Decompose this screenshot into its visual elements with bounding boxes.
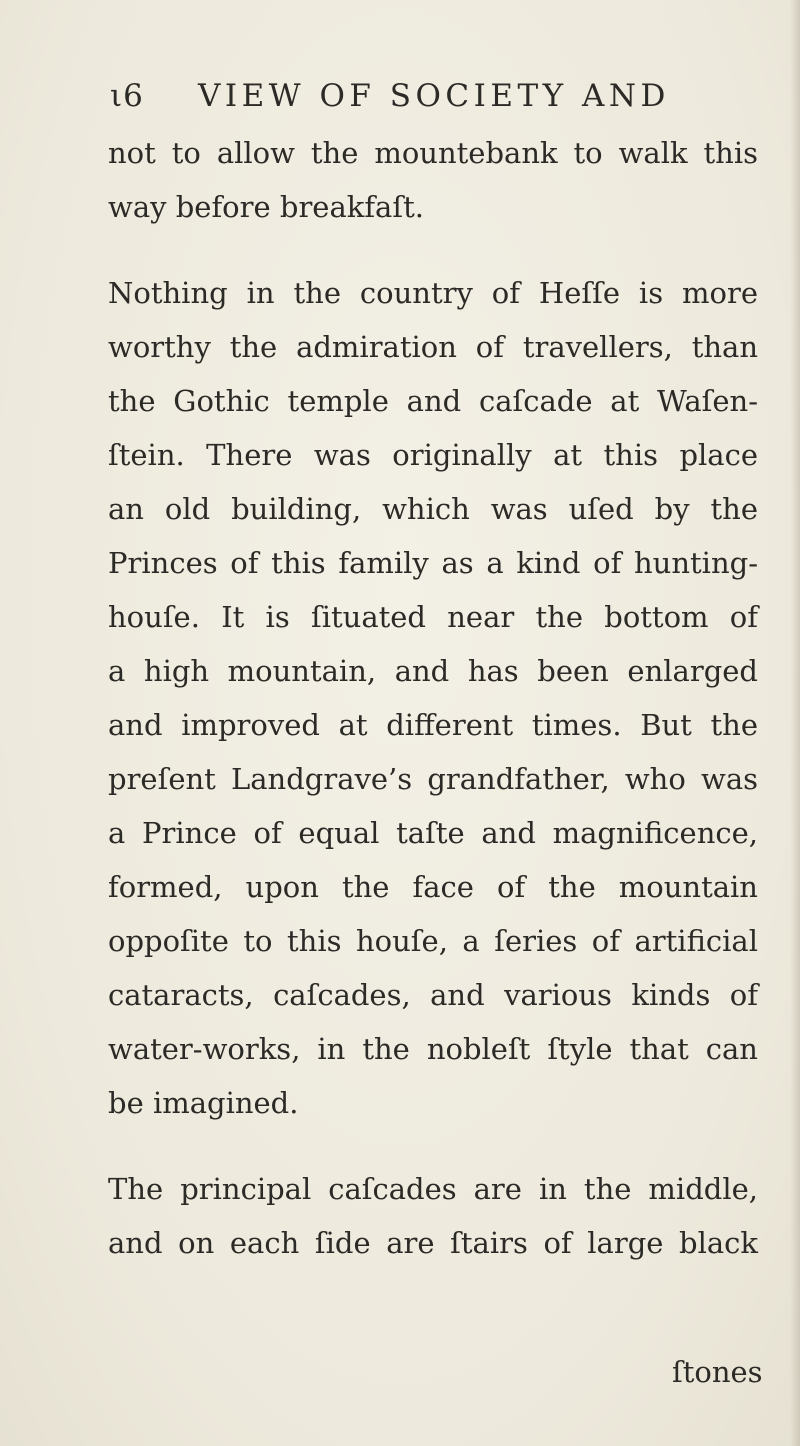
text-line: a Prince of equal taſte and magnificence,	[108, 816, 758, 850]
text-line: ſtein. There was originally at this place	[108, 438, 758, 472]
text-line: worthy the admiration of travellers, than	[108, 330, 758, 364]
page-edge-shadow	[790, 0, 800, 1446]
text-line: preſent Landgrave’s grandfather, who was	[108, 762, 758, 796]
text-line: Nothing in the country of Heſſe is more	[108, 276, 758, 310]
body-text	[108, 126, 758, 1270]
text-line: way before breakfaſt.	[108, 190, 424, 224]
text-line: water-works, in the nobleſt ſtyle that can	[108, 1032, 758, 1066]
text-line: an old building, which was uſed by the	[108, 492, 758, 526]
text-line: houſe. It is ſituated near the bottom of	[108, 600, 758, 634]
text-line: a high mountain, and has been enlarged	[108, 654, 758, 688]
text-line: oppoſite to this houſe, a ſeries of artificial	[108, 924, 758, 958]
text-line: be imagined.	[108, 1086, 299, 1120]
text-line: and on each ſide are ſtairs of large black	[108, 1226, 758, 1260]
text-line: cataracts, caſcades, and various kinds of	[108, 978, 758, 1012]
text-line: formed, upon the face of the mountain	[108, 870, 758, 904]
text-line: not to allow the mountebank to walk this	[108, 136, 758, 170]
catchword: ſtones	[672, 1355, 763, 1389]
text-line: the Gothic temple and caſcade at Waſen-	[108, 384, 758, 418]
page-number: ι6	[110, 78, 144, 114]
running-head-title: VIEW OF SOCIETY AND	[198, 78, 670, 114]
paragraph-3	[108, 1162, 758, 1270]
running-head	[110, 78, 690, 128]
paragraph-2	[108, 266, 758, 1130]
text-line: Princes of this family as a kind of hunting-	[108, 546, 758, 580]
text-line: The principal caſcades are in the middle,	[108, 1172, 758, 1206]
paragraph-1	[108, 126, 758, 234]
text-line: and improved at different times. But the	[108, 708, 758, 742]
